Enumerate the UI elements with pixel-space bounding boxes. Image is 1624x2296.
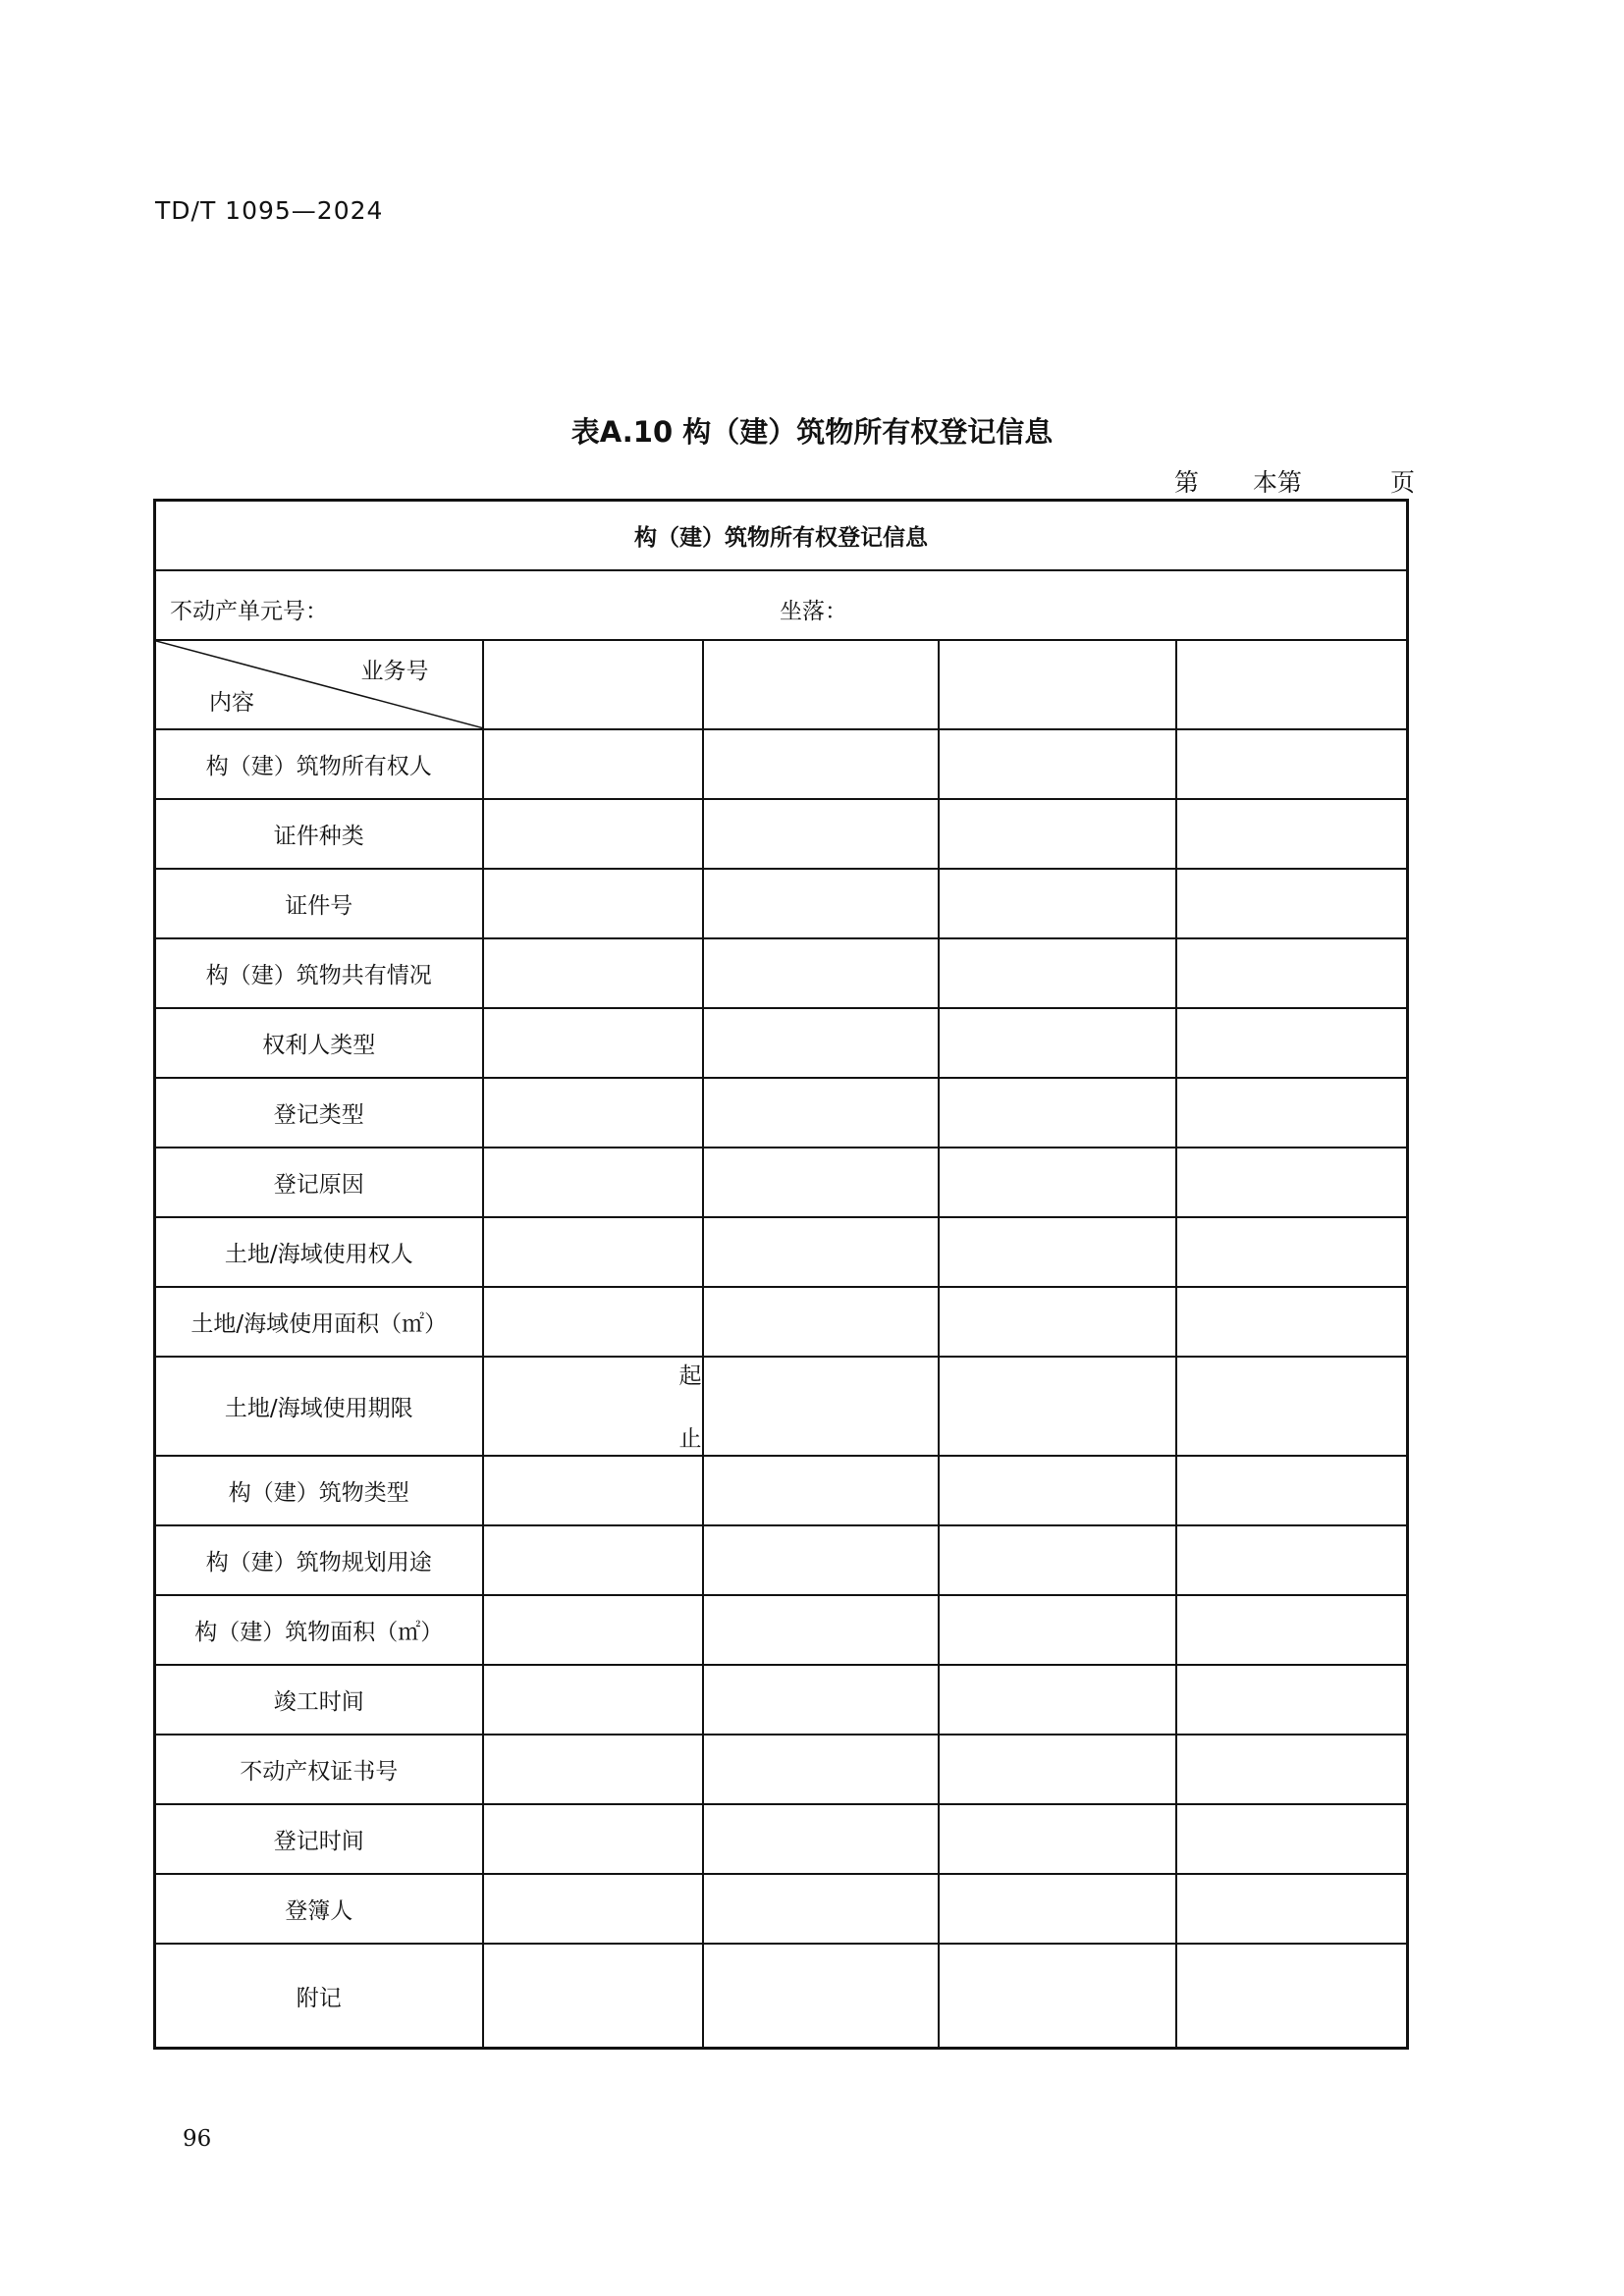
page-number: 96 (183, 2126, 212, 2152)
table-row (155, 729, 1408, 799)
table-row (155, 1735, 1408, 1804)
value-cell[interactable] (703, 1078, 939, 1148)
value-cell[interactable] (939, 1217, 1176, 1287)
value-cell[interactable] (703, 1944, 939, 2049)
page-meta (1174, 463, 1420, 499)
row-label: 证件种类 (155, 799, 483, 869)
value-cell[interactable] (483, 1665, 703, 1735)
table-row (155, 1287, 1408, 1357)
value-cell[interactable] (1176, 1008, 1408, 1078)
value-cell[interactable] (703, 1735, 939, 1804)
value-cell[interactable] (1176, 1217, 1408, 1287)
value-cell[interactable] (483, 1804, 703, 1874)
value-cell[interactable] (939, 1595, 1176, 1665)
row-label: 构（建）筑物面积（㎡） (155, 1595, 483, 1665)
page-meta-spacer (1302, 463, 1390, 499)
value-cell[interactable] (1176, 1357, 1408, 1456)
row-label: 构（建）筑物共有情况 (155, 938, 483, 1008)
value-cell[interactable] (703, 1287, 939, 1357)
diagonal-line (156, 641, 483, 728)
value-cell[interactable] (483, 1148, 703, 1217)
value-cell[interactable] (1176, 1148, 1408, 1217)
value-cell[interactable] (483, 1525, 703, 1595)
location-label: 坐落： (780, 599, 847, 624)
value-cell[interactable] (703, 1525, 939, 1595)
table-row (155, 1525, 1408, 1595)
table-row (155, 799, 1408, 869)
value-cell[interactable] (703, 1148, 939, 1217)
value-cell[interactable] (483, 1595, 703, 1665)
value-cell[interactable] (939, 938, 1176, 1008)
value-cell[interactable] (939, 1287, 1176, 1357)
value-cell[interactable] (703, 729, 939, 799)
value-cell[interactable] (1176, 1525, 1408, 1595)
table-title: 构（建）筑物所有权登记信息 (155, 501, 1408, 571)
table-row (155, 1665, 1408, 1735)
row-label: 证件号 (155, 869, 483, 938)
value-cell[interactable] (1176, 1078, 1408, 1148)
page-meta-ben-di: 本第 (1253, 468, 1303, 497)
value-cell[interactable] (939, 1804, 1176, 1874)
value-cell[interactable] (1176, 1595, 1408, 1665)
row-label: 土地/海域使用权人 (155, 1217, 483, 1287)
row-label: 竣工时间 (155, 1665, 483, 1735)
rows-body (155, 729, 1408, 2049)
value-cell[interactable] (1176, 1456, 1408, 1525)
value-cell[interactable] (939, 1456, 1176, 1525)
value-cell[interactable] (703, 1456, 939, 1525)
row-label: 构（建）筑物规划用途 (155, 1525, 483, 1595)
page-meta-di: 第 (1174, 468, 1200, 497)
value-cell[interactable] (1176, 799, 1408, 869)
table-row (155, 869, 1408, 938)
period-end-label: 止 (678, 1426, 702, 1452)
value-cell[interactable] (939, 1735, 1176, 1804)
table-row (155, 1456, 1408, 1525)
business-col-4[interactable] (1176, 640, 1408, 729)
value-cell[interactable] (703, 1008, 939, 1078)
header-content: 内容 (209, 690, 254, 716)
table-caption: 表A.10 构（建）筑物所有权登记信息 (570, 415, 1054, 449)
value-cell[interactable] (703, 799, 939, 869)
row-label: 登记类型 (155, 1078, 483, 1148)
business-col-2[interactable] (703, 640, 939, 729)
table-row (155, 1008, 1408, 1078)
row-label: 登记原因 (155, 1148, 483, 1217)
value-cell[interactable] (1176, 938, 1408, 1008)
value-cell[interactable] (483, 1217, 703, 1287)
row-label: 构（建）筑物所有权人 (155, 729, 483, 799)
value-cell[interactable] (703, 1804, 939, 1874)
business-col-3[interactable] (939, 640, 1176, 729)
row-label: 构（建）筑物类型 (155, 1456, 483, 1525)
table-row (155, 1874, 1408, 1944)
value-cell[interactable] (483, 1456, 703, 1525)
unit-location-row (155, 570, 1408, 640)
value-cell[interactable] (939, 1357, 1176, 1456)
value-cell[interactable] (483, 799, 703, 869)
row-label: 附记 (155, 1944, 483, 2049)
value-cell[interactable] (703, 1357, 939, 1456)
period-cell[interactable] (483, 1357, 703, 1456)
table-row (155, 1357, 1408, 1456)
value-cell[interactable] (703, 1595, 939, 1665)
table-row (155, 938, 1408, 1008)
row-label: 权利人类型 (155, 1008, 483, 1078)
value-cell[interactable] (939, 1665, 1176, 1735)
row-label: 登记时间 (155, 1804, 483, 1874)
value-cell[interactable] (483, 729, 703, 799)
value-cell[interactable] (703, 938, 939, 1008)
value-cell[interactable] (939, 1078, 1176, 1148)
value-cell[interactable] (483, 1874, 703, 1944)
value-cell[interactable] (1176, 1287, 1408, 1357)
value-cell[interactable] (939, 1525, 1176, 1595)
value-cell[interactable] (1176, 869, 1408, 938)
value-cell[interactable] (1176, 1735, 1408, 1804)
value-cell[interactable] (939, 1874, 1176, 1944)
value-cell[interactable] (939, 1008, 1176, 1078)
business-col-1[interactable] (483, 640, 703, 729)
value-cell[interactable] (703, 1217, 939, 1287)
value-cell[interactable] (483, 1008, 703, 1078)
value-cell[interactable] (939, 799, 1176, 869)
value-cell[interactable] (1176, 1804, 1408, 1874)
table-row (155, 1078, 1408, 1148)
table-row (155, 1595, 1408, 1665)
row-label: 土地/海域使用期限 (155, 1357, 483, 1456)
value-cell[interactable] (483, 1078, 703, 1148)
page-meta-ye: 页 (1390, 468, 1416, 497)
value-cell[interactable] (483, 869, 703, 938)
value-cell[interactable] (483, 1735, 703, 1804)
unit-number-label: 不动产单元号： (170, 599, 328, 624)
diagonal-header-cell (155, 640, 483, 729)
table-row (155, 1217, 1408, 1287)
value-cell[interactable] (703, 1665, 939, 1735)
value-cell[interactable] (483, 938, 703, 1008)
value-cell[interactable] (703, 1874, 939, 1944)
value-cell[interactable] (483, 1944, 703, 2049)
value-cell[interactable] (703, 869, 939, 938)
period-start-label: 起 (678, 1363, 702, 1389)
row-label: 登簿人 (155, 1874, 483, 1944)
header-business-number: 业务号 (360, 659, 429, 684)
value-cell[interactable] (939, 1148, 1176, 1217)
table-row (155, 1944, 1408, 2049)
value-cell[interactable] (939, 729, 1176, 799)
value-cell[interactable] (483, 1287, 703, 1357)
value-cell[interactable] (1176, 1665, 1408, 1735)
row-label: 不动产权证书号 (155, 1735, 483, 1804)
value-cell[interactable] (1176, 1944, 1408, 2049)
value-cell[interactable] (939, 869, 1176, 938)
value-cell[interactable] (939, 1944, 1176, 2049)
value-cell[interactable] (1176, 1874, 1408, 1944)
table-row (155, 1804, 1408, 1874)
table-row (155, 1148, 1408, 1217)
registration-table (153, 499, 1409, 2050)
document-code: TD/T 1095—2024 (155, 196, 384, 225)
row-label: 土地/海域使用面积（㎡） (155, 1287, 483, 1357)
value-cell[interactable] (1176, 729, 1408, 799)
